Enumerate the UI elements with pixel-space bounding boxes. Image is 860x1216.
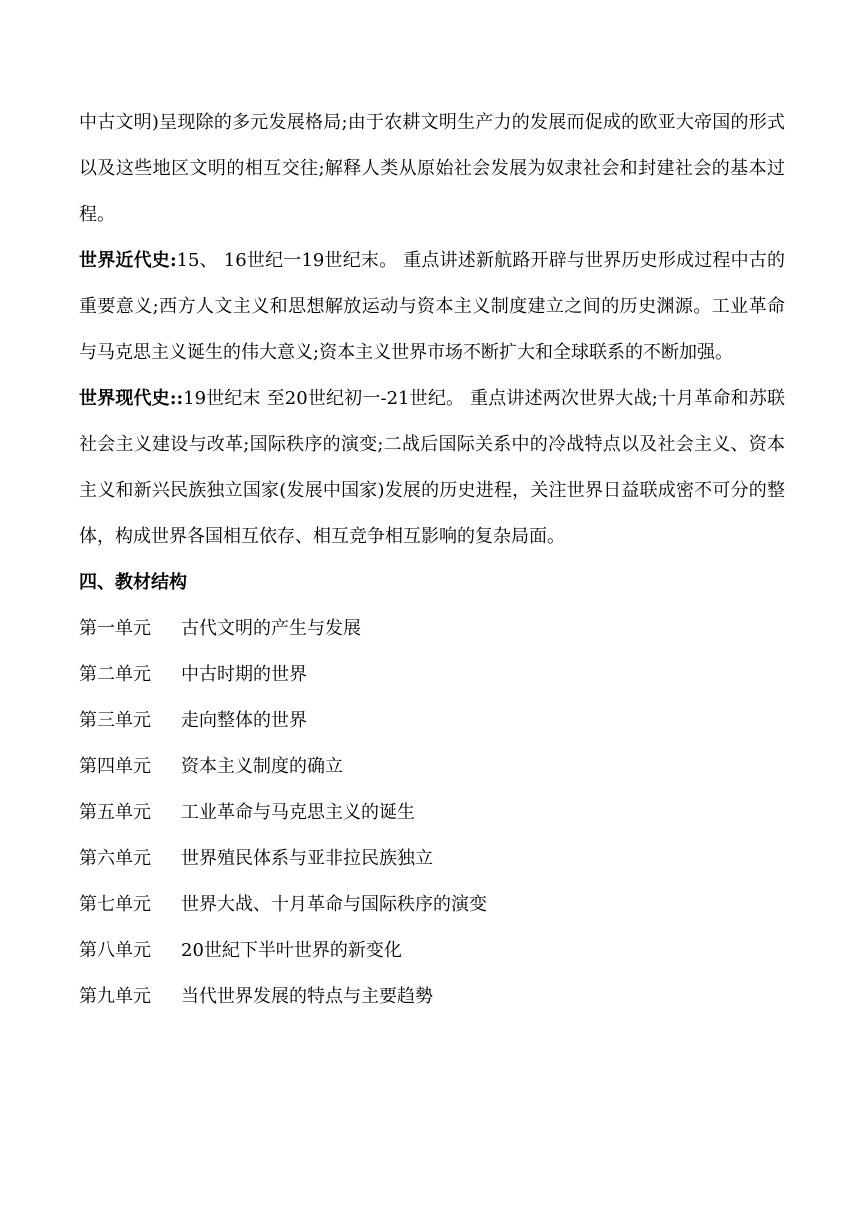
unit-title: 当代世界发展的特点与主要趋勢 <box>181 986 433 1007</box>
contemporary-history-lead: 世界现代史:: <box>79 388 184 409</box>
unit-title: 古代文明的产生与发展 <box>181 618 361 639</box>
contemporary-history-text: 19世纪末 至20世纪初一-21世纪。 重点讲述两次世界大战;十月革命和苏联社会主义建设与改革;国际秩序的演变;二战后国际关系中的冷战特点以及社会主义、资本主义和新兴民族独立国家(发展中国家)发展的历史进程，关注世界日益联成密不可分的整体，构成世界各国相互依存、相互竞争相互影响的复杂局面。 <box>79 388 785 547</box>
modern-history-lead: 世界近代史: <box>79 250 177 271</box>
list-item <box>79 698 785 744</box>
list-item <box>79 928 785 974</box>
modern-history-text: 15、 16世纪一19世纪末。 重点讲述新航路开辟与世界历史形成过程中古的重要意义;西方人文主义和思想解放运动与资本主义制度建立之间的历史渊源。工业革命与马克思主义诞生的伟大意义;资本主义世界市场不断扩大和全球联系的不断加强。 <box>79 250 785 363</box>
unit-label: 第六单元 <box>79 848 151 869</box>
list-item <box>79 974 785 1020</box>
unit-title: 走向整体的世界 <box>181 710 307 731</box>
intro-paragraph <box>79 100 785 238</box>
document-page <box>79 100 785 1020</box>
list-item <box>79 606 785 652</box>
intro-text: 中古文明)呈现除的多元发展格局;由于农耕文明生产力的发展而促成的欧亚大帝国的形式以及这些地区文明的相互交往;解释人类从原始社会发展为奴隶社会和封建社会的基本过程。 <box>79 112 785 225</box>
list-item <box>79 882 785 928</box>
unit-list <box>79 606 785 1020</box>
unit-title: 中古时期的世界 <box>181 664 307 685</box>
unit-label: 第七单元 <box>79 894 151 915</box>
unit-label: 第八单元 <box>79 940 151 961</box>
list-item <box>79 652 785 698</box>
list-item <box>79 790 785 836</box>
unit-label: 第九单元 <box>79 986 151 1007</box>
section-heading: 四、教材结构 <box>79 572 187 593</box>
unit-label: 第五单元 <box>79 802 151 823</box>
unit-label: 第四单元 <box>79 756 151 777</box>
unit-label: 第一单元 <box>79 618 151 639</box>
modern-history-paragraph <box>79 238 785 376</box>
list-item <box>79 836 785 882</box>
list-item <box>79 744 785 790</box>
unit-title: 20世紀下半叶世界的新变化 <box>181 940 402 961</box>
unit-title: 工业革命与马克思主义的诞生 <box>181 802 415 823</box>
unit-title: 世界大战、十月革命与国际秩序的演变 <box>181 894 487 915</box>
unit-label: 第三单元 <box>79 710 151 731</box>
unit-title: 资本主义制度的确立 <box>181 756 343 777</box>
unit-label: 第二单元 <box>79 664 151 685</box>
contemporary-history-paragraph <box>79 376 785 560</box>
unit-title: 世界殖民体系与亚非拉民族独立 <box>181 848 433 869</box>
